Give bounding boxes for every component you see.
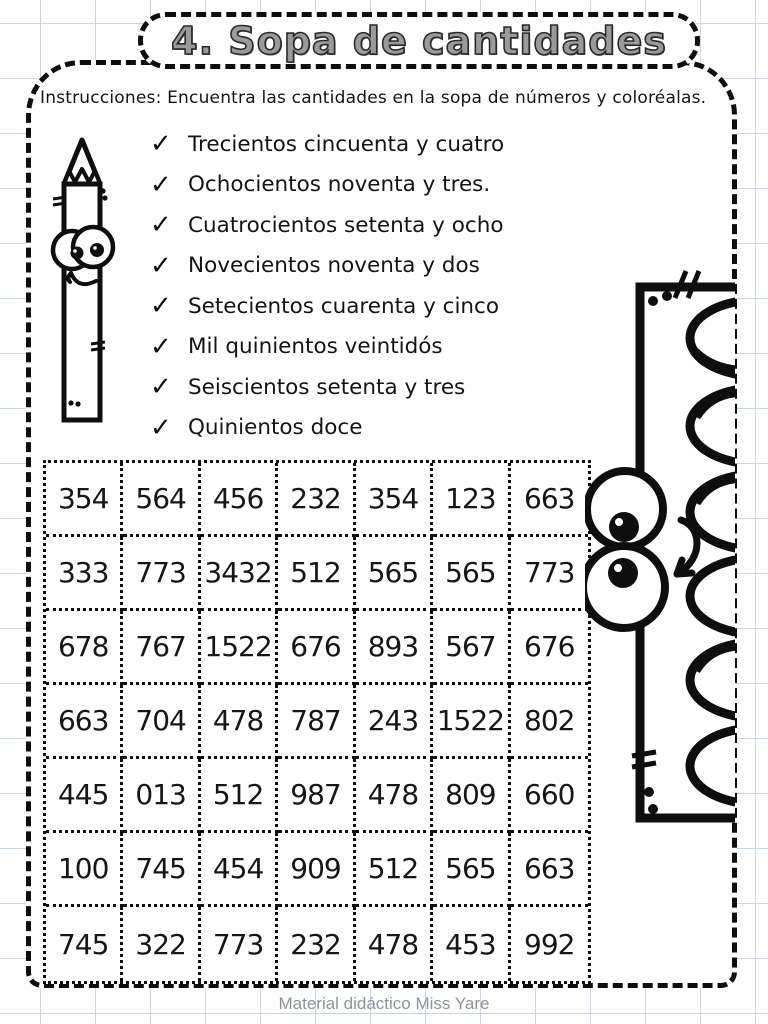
instructions-text: Instrucciones: Encuentra las cantidades en la sopa de números y coloréalas. xyxy=(40,88,707,108)
checklist-item-label: Quinientos doce xyxy=(188,415,363,441)
notebook-svg xyxy=(585,268,735,824)
grid-cell[interactable]: 663 xyxy=(511,833,588,907)
grid-cell[interactable]: 243 xyxy=(356,685,433,759)
checklist-item-label: Trecientos cincuenta y cuatro xyxy=(188,131,505,157)
checkmark-icon: ✓ xyxy=(150,372,172,403)
grid-cell[interactable]: 478 xyxy=(201,685,278,759)
grid-cell[interactable]: 893 xyxy=(356,611,433,685)
checkmark-icon: ✓ xyxy=(150,291,172,322)
grid-cell[interactable]: 564 xyxy=(123,463,200,537)
checklist-item-label: Ochocientos noventa y tres. xyxy=(188,172,491,198)
grid-cell[interactable]: 767 xyxy=(123,611,200,685)
checklist-item-label: Novecientos noventa y dos xyxy=(188,253,480,279)
grid-cell[interactable]: 676 xyxy=(278,611,355,685)
grid-cell[interactable]: 565 xyxy=(433,537,510,611)
grid-cell[interactable]: 676 xyxy=(511,611,588,685)
grid-cell[interactable]: 3432 xyxy=(201,537,278,611)
checklist-item xyxy=(150,246,580,287)
grid-cell[interactable]: 100 xyxy=(46,833,123,907)
grid-cell[interactable]: 454 xyxy=(201,833,278,907)
grid-cell[interactable]: 456 xyxy=(201,463,278,537)
grid-cell[interactable]: 322 xyxy=(123,907,200,981)
checklist-item xyxy=(150,286,580,327)
checklist-item xyxy=(150,367,580,408)
checkmark-icon: ✓ xyxy=(150,412,172,443)
grid-cell[interactable]: 1522 xyxy=(201,611,278,685)
footer-credit: Material didáctico Miss Yare xyxy=(278,994,490,1013)
pencil-svg xyxy=(50,132,162,432)
grid-cell[interactable]: 678 xyxy=(46,611,123,685)
title-banner xyxy=(138,12,700,69)
grid-cell[interactable]: 773 xyxy=(511,537,588,611)
grid-cell[interactable]: 802 xyxy=(511,685,588,759)
grid-cell[interactable]: 232 xyxy=(278,463,355,537)
grid-cell[interactable]: 745 xyxy=(123,833,200,907)
grid-cell[interactable]: 354 xyxy=(356,463,433,537)
grid-cell[interactable]: 787 xyxy=(278,685,355,759)
grid-cell[interactable]: 123 xyxy=(433,463,510,537)
grid-cell[interactable]: 565 xyxy=(356,537,433,611)
checklist-item-label: Cuatrocientos setenta y ocho xyxy=(188,212,504,238)
grid-cell[interactable]: 745 xyxy=(46,907,123,981)
grid-cell[interactable]: 704 xyxy=(123,685,200,759)
grid-cell[interactable]: 478 xyxy=(356,759,433,833)
checkmark-icon: ✓ xyxy=(150,169,172,200)
quantities-checklist xyxy=(150,124,580,448)
number-soup-grid xyxy=(43,460,591,984)
checklist-item-label: Seiscientos setenta y tres xyxy=(188,374,466,400)
grid-cell[interactable]: 660 xyxy=(511,759,588,833)
grid-cell[interactable]: 565 xyxy=(433,833,510,907)
grid-cell[interactable]: 992 xyxy=(524,927,575,961)
grid-cell[interactable]: 232 xyxy=(278,907,355,981)
checkmark-icon: ✓ xyxy=(150,129,172,160)
grid-cell[interactable]: 773 xyxy=(123,537,200,611)
checklist-item xyxy=(150,124,580,165)
grid-cell[interactable]: 987 xyxy=(278,759,355,833)
grid-cell[interactable]: 567 xyxy=(433,611,510,685)
grid-cell[interactable]: 478 xyxy=(356,907,433,981)
grid-cell[interactable]: 354 xyxy=(46,463,123,537)
grid-cell[interactable]: 445 xyxy=(46,759,123,833)
checklist-item xyxy=(150,408,580,449)
checkmark-icon: ✓ xyxy=(150,331,172,362)
grid-cell[interactable]: 512 xyxy=(356,833,433,907)
grid-cell[interactable]: 453 xyxy=(433,907,510,981)
checklist-item xyxy=(150,205,580,246)
checklist-item xyxy=(150,327,580,368)
grid-cell[interactable]: 1522 xyxy=(433,685,510,759)
page-title: 4. Sopa de cantidades xyxy=(171,18,667,63)
grid-cell[interactable]: 512 xyxy=(278,537,355,611)
grid-cell[interactable]: 663 xyxy=(511,463,588,537)
grid-cell[interactable]: 809 xyxy=(433,759,510,833)
grid-cell[interactable]: 663 xyxy=(46,685,123,759)
checklist-item xyxy=(150,165,580,206)
grid-cell[interactable]: 773 xyxy=(201,907,278,981)
grid-cell[interactable]: 013 xyxy=(123,759,200,833)
checkmark-icon: ✓ xyxy=(150,210,172,241)
grid-cell[interactable]: 512 xyxy=(201,759,278,833)
checklist-item-label: Mil quinientos veintidós xyxy=(188,334,443,360)
checklist-item-label: Setecientos cuarenta y cinco xyxy=(188,293,500,319)
pencil-character-icon xyxy=(50,132,162,432)
spiral-notebook-character-icon xyxy=(585,268,735,824)
grid-cell[interactable]: 909 xyxy=(278,833,355,907)
grid-cell[interactable]: 333 xyxy=(46,537,123,611)
checkmark-icon: ✓ xyxy=(150,250,172,281)
